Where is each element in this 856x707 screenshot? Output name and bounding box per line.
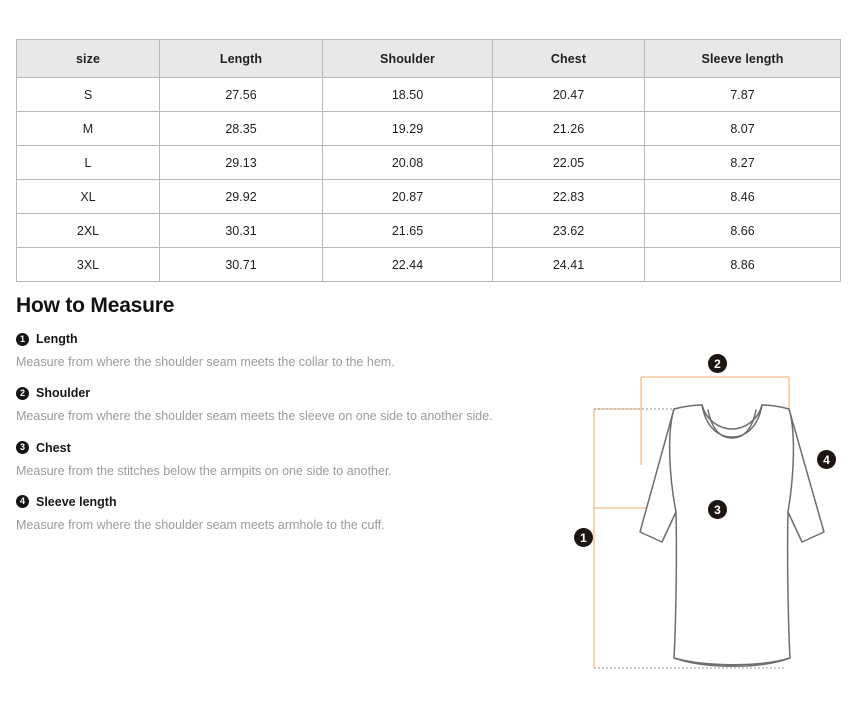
measure-heading	[16, 495, 556, 509]
number-badge-3-icon: 3	[16, 441, 29, 454]
column-header-length: Length	[160, 40, 323, 78]
number-badge-2-icon: 2	[16, 387, 29, 400]
table-row	[17, 146, 841, 180]
cell-sleeve: 8.66	[645, 214, 841, 248]
how-to-measure-section	[16, 294, 556, 549]
column-header-sleeve: Sleeve length	[645, 40, 841, 78]
cell-size: 2XL	[17, 214, 160, 248]
cell-shoulder: 20.87	[323, 180, 493, 214]
cell-length: 30.31	[160, 214, 323, 248]
cell-length: 29.92	[160, 180, 323, 214]
measure-heading	[16, 441, 556, 455]
measure-item-sleeve-length	[16, 495, 556, 533]
cell-sleeve: 7.87	[645, 78, 841, 112]
cell-shoulder: 19.29	[323, 112, 493, 146]
diagram-callout-4: 4	[817, 450, 836, 469]
number-badge-1-icon: 1	[16, 333, 29, 346]
cell-sleeve: 8.07	[645, 112, 841, 146]
measure-description: Measure from where the shoulder seam meets armhole to the cuff.	[16, 517, 385, 532]
table-header	[17, 40, 841, 78]
cell-chest: 22.83	[493, 180, 645, 214]
column-header-chest: Chest	[493, 40, 645, 78]
cell-length: 27.56	[160, 78, 323, 112]
measure-description: Measure from where the shoulder seam meets the sleeve on one side to another side.	[16, 409, 493, 424]
cell-shoulder: 18.50	[323, 78, 493, 112]
cell-size: XL	[17, 180, 160, 214]
measure-label: Sleeve length	[36, 494, 117, 509]
measure-item-shoulder	[16, 386, 556, 424]
measure-label: Chest	[36, 440, 71, 455]
cell-shoulder: 21.65	[323, 214, 493, 248]
diagram-callout-3: 3	[708, 500, 727, 519]
cell-length: 29.13	[160, 146, 323, 180]
table-row	[17, 112, 841, 146]
cell-length: 30.71	[160, 248, 323, 282]
cell-size: M	[17, 112, 160, 146]
column-header-size: size	[17, 40, 160, 78]
cell-shoulder: 22.44	[323, 248, 493, 282]
size-chart-table-container	[16, 39, 840, 282]
table-row	[17, 248, 841, 282]
cell-chest: 20.47	[493, 78, 645, 112]
cell-size: S	[17, 78, 160, 112]
table-header-row	[17, 40, 841, 78]
tshirt-outline	[640, 405, 824, 666]
column-header-shoulder: Shoulder	[323, 40, 493, 78]
table-row	[17, 214, 841, 248]
cell-chest: 21.26	[493, 112, 645, 146]
measure-label: Length	[36, 332, 78, 346]
cell-chest: 22.05	[493, 146, 645, 180]
measure-description: Measure from where the shoulder seam meets the collar to the hem.	[16, 355, 395, 369]
table-row	[17, 78, 841, 112]
cell-sleeve: 8.46	[645, 180, 841, 214]
measure-item-chest	[16, 441, 556, 479]
cell-size: 3XL	[17, 248, 160, 282]
diagram-callout-2: 2	[708, 354, 727, 373]
measure-heading	[16, 332, 556, 346]
tshirt-measurement-diagram	[556, 336, 856, 696]
page-title: How to Measure	[16, 294, 175, 317]
table-body	[17, 78, 841, 282]
cell-chest: 23.62	[493, 214, 645, 248]
tshirt-diagram-svg	[556, 336, 856, 696]
measure-heading	[16, 386, 556, 400]
cell-sleeve: 8.86	[645, 248, 841, 282]
measure-item-length	[16, 332, 556, 370]
cell-shoulder: 20.08	[323, 146, 493, 180]
measure-description: Measure from the stitches below the armpits on one side to another.	[16, 463, 392, 478]
measure-label: Shoulder	[36, 386, 91, 401]
size-chart-table	[16, 39, 841, 282]
cell-chest: 24.41	[493, 248, 645, 282]
cell-length: 28.35	[160, 112, 323, 146]
cell-size: L	[17, 146, 160, 180]
number-badge-4-icon: 4	[16, 495, 29, 508]
cell-sleeve: 8.27	[645, 146, 841, 180]
diagram-callout-1: 1	[574, 528, 593, 547]
table-row	[17, 180, 841, 214]
